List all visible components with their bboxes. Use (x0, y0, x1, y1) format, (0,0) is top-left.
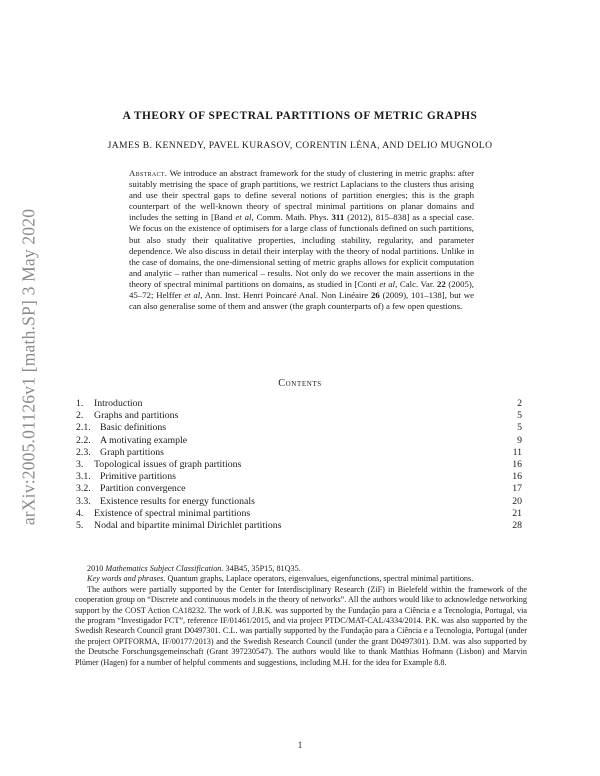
toc-number: 3. (76, 458, 84, 470)
footnotes (75, 564, 527, 668)
abstract-volume: 22 (437, 278, 446, 289)
toc-title: A motivating example (100, 434, 188, 446)
toc-page: 21 (512, 507, 522, 519)
toc-number: 4. (76, 507, 84, 519)
abstract-text: et al (379, 278, 396, 289)
toc-entry[interactable] (76, 496, 522, 508)
toc-title: Existence of spectral minimal partitions (94, 507, 251, 519)
keywords-footnote (75, 574, 527, 584)
toc-page: 9 (517, 434, 522, 446)
table-of-contents (76, 398, 522, 532)
toc-entry[interactable] (76, 520, 522, 532)
arxiv-identifier-stamp (14, 172, 44, 562)
msc-label: Mathematics Subject Classification. (105, 564, 224, 573)
contents-heading: Contents (278, 378, 322, 389)
abstract-text: , Comm. Math. Phys. (251, 212, 329, 223)
abstract-text: et al (235, 212, 252, 223)
toc-title: Nodal and bipartite minimal Dirichlet partitions (94, 519, 282, 531)
toc-entry[interactable] (76, 508, 522, 520)
toc-entry[interactable] (76, 447, 522, 459)
abstract-text: et al (184, 290, 201, 301)
abstract-volume: 26 (371, 290, 380, 301)
funding-footnote: The authors were partially supported by the Center for Interdisciplinary Research (ZiF) in Bielefeld within the framework of the cooperation group on “Discrete and continuous models in the theory of networks”. All the authors would like to acknowledge networking support by the COST Action CA18232. The work of J.B.K. was supported by the Fundação para a Ciência e a Tecnologia, Portugal, via the program “Investigador FCT”, reference IF/01461/2015, and via project PTDC/MAT-CAL/4334/2014. P.K. was also supported by the Swedish Research Council grant D0497301. C.L. was partially supported by the Fundação para a Ciência e a Tecnologia, Portugal (under the project OPTFORMA, IF/00177/2013) and the Swedish Research Council (under the grant D0497301). D.M. was also supported by the Deutsche Forschungsgemeinschaft (Grant 397230547). The authors would like to thank Matthias Hofmann (Lisbon) and Marvin Plümer (Hagen) for a number of helpful comments and suggestions, including M.H. for the idea for Example 8.8. (75, 584, 527, 667)
toc-entry[interactable] (76, 410, 522, 422)
toc-title: Basic definitions (100, 422, 167, 434)
toc-page: 5 (517, 422, 522, 434)
abstract-text: We introduce an abstract framework for the study of clustering in metric graphs: after suitably metrising the space of graph partitions, we restrict Laplacians to the clusters thus arising and use their spectral gaps to define several notions of partition energies; this is the graph counterpart of the well-known theory of spectral minimal partitions on planar domains and includes the setting in [Band (129, 168, 474, 223)
abstract (129, 168, 474, 312)
toc-title: Existence results for energy functionals (100, 495, 255, 507)
toc-page: 11 (512, 446, 522, 458)
toc-title: Topological issues of graph partitions (94, 458, 242, 470)
toc-page: 2 (517, 398, 522, 409)
toc-title: Partition convergence (100, 483, 186, 495)
toc-entry[interactable] (76, 422, 522, 434)
page-number: 1 (297, 740, 303, 750)
author-list: JAMES B. KENNEDY, PAVEL KURASOV, CORENTIN LÉNA, AND DELIO MUGNOLO (107, 140, 493, 151)
toc-page: 16 (512, 471, 522, 483)
toc-number: 3.3. (76, 495, 91, 507)
toc-title: Introduction (94, 398, 143, 409)
toc-entry[interactable] (76, 398, 522, 410)
abstract-text: (2005), 45–72; Helffer (129, 278, 474, 301)
toc-page: 16 (512, 458, 522, 470)
toc-number: 2. (76, 410, 84, 422)
toc-number: 3.2. (76, 483, 91, 495)
toc-title: Graph partitions (100, 446, 164, 458)
keywords-label: Key words and phrases. (87, 574, 166, 584)
msc-footnote (75, 564, 527, 574)
toc-title: Graphs and partitions (94, 410, 179, 422)
toc-number: 5. (76, 519, 84, 531)
toc-page: 5 (517, 410, 522, 422)
toc-page: 28 (512, 519, 522, 531)
keywords-text: Quantum graphs, Laplace operators, eigenvalues, eigenfunctions, spectral minimal partitions. (167, 574, 474, 584)
toc-number: 1. (76, 398, 84, 409)
abstract-label: Abstract. (129, 168, 168, 178)
arxiv-identifier-text: arXiv:2005.01126v1 [math.SP] 3 May 2020 (18, 208, 39, 526)
toc-number: 2.1. (76, 422, 91, 434)
abstract-volume: 311 (331, 212, 345, 223)
toc-number: 2.3. (76, 446, 91, 458)
toc-title: Primitive partitions (100, 471, 176, 483)
abstract-text: , Ann. Inst. Henri Poincaré Anal. Non Linéaire (200, 290, 369, 301)
abstract-text: (2012), 815–838] as a special case. We focus on the existence of optimisers for a large class of functionals defined on such partitions, but also study their qualitative properties, including stability, regularity, and parameter dependence. We also discuss in detail their interplay with the theory of nodal partitions. Unlike in the case of domains, the one-dimensional setting of metric graphs allows for explicit computation and analytic – rather than numerical – results. Not only do we recover the main assertions in the theory of spectral minimal partitions on domains, as studied in [Conti (129, 212, 475, 289)
toc-number: 3.1. (76, 471, 91, 483)
msc-year: 2010 (87, 564, 104, 573)
abstract-text: , Calc. Var. (395, 278, 435, 289)
toc-page: 17 (512, 483, 522, 495)
toc-entry[interactable] (76, 483, 522, 495)
toc-number: 2.2. (76, 434, 91, 446)
paper-title: A THEORY OF SPECTRAL PARTITIONS OF METRIC GRAPHS (122, 110, 478, 122)
toc-entry[interactable] (76, 459, 522, 471)
toc-entry[interactable] (76, 471, 522, 483)
abstract-text: (2009), 101–138], but we can also generalise some of them and answer (the graph counterparts of) a few open questions. (129, 290, 474, 312)
toc-page: 20 (512, 495, 522, 507)
toc-entry[interactable] (76, 435, 522, 447)
msc-codes: 34B45, 35P15, 81Q35. (225, 564, 301, 573)
